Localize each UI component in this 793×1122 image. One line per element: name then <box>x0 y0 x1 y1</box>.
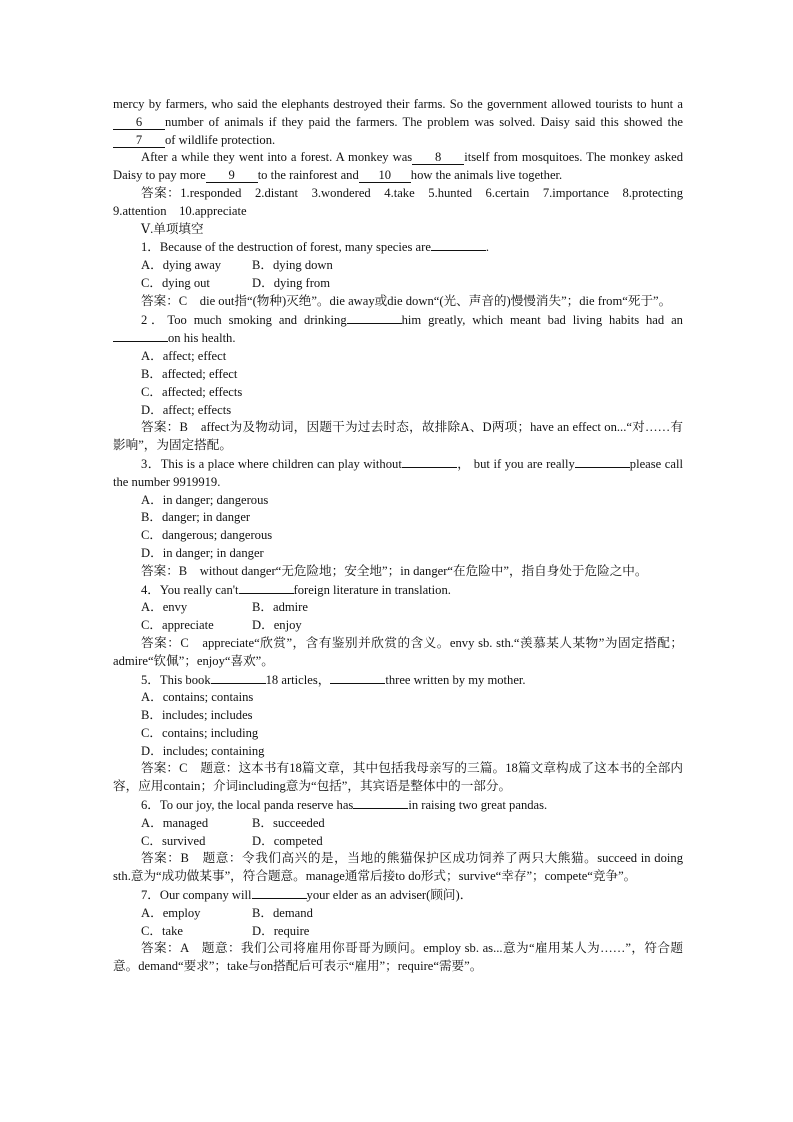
stem-text: three written by my mother. <box>385 672 526 687</box>
section-title: Ⅴ.单项填空 <box>141 221 204 236</box>
stem-text: 4．You really can't <box>141 582 239 597</box>
question-3-stem <box>113 455 683 492</box>
answer-blank <box>347 311 402 324</box>
question-2-stem <box>113 311 683 349</box>
question-6-options-row-2 <box>113 833 683 851</box>
stem-text: 5．This book <box>141 672 211 687</box>
option-c: C．take <box>141 923 183 938</box>
question-5-stem <box>113 671 683 690</box>
question-5-answer: 答案：C 题意：这本书有18篇文章，其中包括我母亲写的三篇。18篇文章构成了这本书的全部内容，应用contain；介词including意为“包括”，其宾语是整体中的一部分。 <box>113 761 683 794</box>
stem-text: 18 articles， <box>265 672 331 687</box>
question-7-options-row-2 <box>113 923 683 941</box>
stem-text: on his health. <box>168 331 236 346</box>
answer-blank <box>431 238 486 251</box>
stem-text: 7．Our company will <box>141 888 252 903</box>
option-a: A．contains; contains <box>141 690 254 705</box>
passage-answer: 答案：1.responded 2.distant 3.wondered 4.take 5.hunted 6.certain 7.importance 8.protecting 9.attention 10.appreciate <box>113 185 696 218</box>
option-b: B．affected; effect <box>141 366 238 381</box>
passage-text: After a while they went into a forest. A monkey was <box>141 150 413 165</box>
blank-6: 6 <box>113 115 165 130</box>
passage-text: itself from mosquitoes. The monkey asked Daisy to pay more <box>113 150 683 183</box>
question-6-options-row-1 <box>113 815 683 833</box>
option-a: A．affect; effect <box>141 349 227 364</box>
option-d: D．includes; containing <box>141 743 265 758</box>
stem-text: 2．Too much smoking and drinking <box>141 312 347 327</box>
question-7-options-row-1 <box>113 905 683 923</box>
question-3-answer: 答案：B without danger“无危险地；安全地”；in danger“在危险中”，指自身处于危险之中。 <box>141 563 648 578</box>
option-c: C．dangerous; dangerous <box>141 528 273 543</box>
passage-text: mercy by farmers, who said the elephants destroyed their farms. So the government allowed tourists to hunt a <box>113 97 683 111</box>
stem-text: him greatly, which meant bad living habits had an <box>401 312 683 327</box>
option-d: D．in danger; in danger <box>141 545 264 560</box>
blank-7: 7 <box>113 133 165 148</box>
answer-blank <box>575 455 630 468</box>
question-4-stem <box>113 581 683 600</box>
question-7-stem <box>113 886 683 905</box>
question-6-stem <box>113 796 683 815</box>
answer-blank <box>252 886 307 899</box>
option-b: B．succeeded <box>252 815 325 830</box>
answer-blank <box>353 796 408 809</box>
option-a: A．envy <box>141 600 188 615</box>
option-d: D．dying from <box>252 275 331 290</box>
question-2-answer: 答案：B affect为及物动词，因题干为过去时态，故排除A、D两项；have an effect on...“对……有影响”，为固定搭配。 <box>113 420 683 453</box>
option-a: A．managed <box>141 815 209 830</box>
option-c: C．affected; effects <box>141 384 243 399</box>
option-a: A．in danger; dangerous <box>141 492 269 507</box>
question-1-options-row-2 <box>113 275 683 293</box>
stem-text: foreign literature in translation. <box>293 582 451 597</box>
passage-text: number of animals if they paid the farmers. The problem was solved. Daisy said this showed the <box>165 114 683 129</box>
option-a: A．employ <box>141 905 201 920</box>
blank-9: 9 <box>206 168 258 183</box>
stem-text: 6．To our joy, the local panda reserve has <box>141 798 354 813</box>
answer-blank <box>239 581 294 594</box>
question-7-answer: 答案：A 题意：我们公司将雇用你哥哥为顾问。employ sb. as...意为“雇用某人为……”，符合题意。demand“要求”；take与on搭配后可表示“雇用”；require“需要”。 <box>113 941 683 974</box>
option-c: C．dying out <box>141 275 210 290</box>
option-c: C．appreciate <box>141 618 214 633</box>
option-b: B．demand <box>252 905 313 920</box>
passage-text: how the animals live together. <box>410 168 563 183</box>
stem-text: 1．Because of the destruction of forest, many species are <box>141 240 431 255</box>
document-page <box>113 96 696 976</box>
question-1-answer: 答案：C die out指“(物种)灭绝”。die away或die down“(光、声音的)慢慢消失”；die from“死于”。 <box>141 293 672 308</box>
option-b: B．dying down <box>252 258 333 273</box>
option-b: B．danger; in danger <box>141 510 251 525</box>
passage-text: of wildlife protection. <box>165 132 276 147</box>
stem-text: . <box>485 240 490 255</box>
question-4-options-row-2 <box>113 617 683 635</box>
blank-8: 8 <box>412 150 464 165</box>
option-d: D．enjoy <box>252 618 302 633</box>
option-d: D．require <box>252 923 310 938</box>
answer-blank <box>113 329 168 342</box>
answer-blank <box>211 671 266 684</box>
answer-blank <box>330 671 385 684</box>
question-1-stem <box>113 238 683 257</box>
blank-10: 10 <box>359 168 411 183</box>
option-a: A．dying away <box>141 258 222 273</box>
question-1-options-row-1 <box>113 257 683 275</box>
passage-paragraph-2 <box>113 149 683 185</box>
stem-text: in raising two great pandas. <box>408 798 548 813</box>
question-4-answer: 答案：C appreciate“欣赏”，含有鉴别并欣赏的含义。envy sb. sth.“羡慕某人某物”为固定搭配；admire“钦佩”；enjoy“喜欢”。 <box>113 635 683 668</box>
stem-text: ， but if you are really <box>456 456 575 471</box>
option-c: C．survived <box>141 833 206 848</box>
passage-paragraph-1 <box>113 96 683 149</box>
passage-text: to the rainforest and <box>257 168 359 183</box>
question-6-answer: 答案：B 题意：令我们高兴的是，当地的熊猫保护区成功饲养了两只大熊猫。succeed in doing sth.意为“成功做某事”，符合题意。manage通常后接to do形式；survive“幸存”；compete“竞争”。 <box>113 851 683 884</box>
option-b: B．admire <box>252 600 308 615</box>
answer-blank <box>402 455 457 468</box>
stem-text: 3．This is a place where children can play without <box>141 456 402 471</box>
option-b: B．includes; includes <box>141 708 253 723</box>
option-d: D．affect; effects <box>141 402 232 417</box>
question-4-options-row-1 <box>113 599 683 617</box>
option-d: D．competed <box>252 833 323 848</box>
stem-text: please call the number 9919919. <box>113 456 683 489</box>
option-c: C．contains; including <box>141 725 259 740</box>
stem-text: your elder as an adviser(顾问)． <box>306 888 473 903</box>
